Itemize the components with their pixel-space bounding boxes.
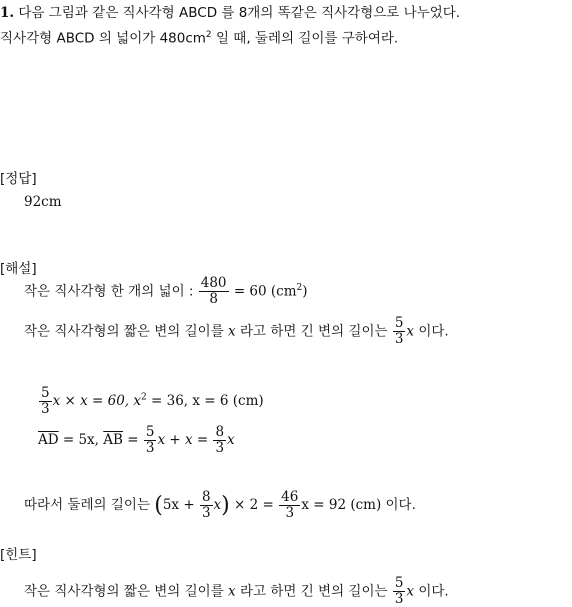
hint-line: 작은 직사각형의 짧은 변의 길이를 x 라고 하면 긴 변의 길이는 $\frac{5}{3}$ x 이다. [24, 575, 449, 607]
eq1-fraction: $\frac{5}{3}$ [41, 385, 50, 417]
problem-number: 1. [0, 5, 15, 21]
solution-area-line: 작은 직사각형 한 개의 넓이 : $\frac{480}{8}$ = 60 $(cm^2)$ [24, 275, 308, 307]
answer-header: [정답] [0, 171, 37, 187]
solution-let-line: 작은 직사각형의 짧은 변의 길이를 x 라고 하면 긴 변의 길이는 $\frac{5}{3}$ x 이다. [24, 315, 449, 347]
solution-conclusion-line: 따라서 둘레의 길이는 (5x + $\frac{8}{3}$ x) × 2 = $\frac{46}{3}$ x = 92 (cm) 이다. [24, 489, 416, 521]
hint-header: [힌트] [0, 547, 37, 563]
eq2-fraction-1: $\frac{5}{3}$ [145, 424, 155, 456]
solution-equation-1: $\frac{5}{3}$ x × x = 60, $x^2 = 36$, x = 6 (cm) [41, 385, 264, 417]
conc-fraction-1: $\frac{8}{3}$ [201, 489, 211, 521]
eq2-fraction-2: $\frac{8}{3}$ [215, 424, 225, 456]
solution-equation-2: $\overline{AD} = 5x$, $\overline{AB}$ = $\frac{5}{3}$ x + x = $\frac{8}{3}$ x [38, 424, 235, 456]
solution-header: [해설] [0, 261, 37, 277]
problem-text-1: 다음 그림과 같은 직사각형 ABCD 를 8개의 똑같은 직사각형으로 나누었다. [18, 5, 461, 21]
problem-statement-line2: 직사각형 ABCD 의 넓이가 $480cm^2$ 일 때, 둘레의 길이를 구하여라. [0, 30, 399, 47]
let-fraction: $\frac{5}{3}$ [394, 315, 404, 347]
conc-fraction-2: $\frac{46}{3}$ [281, 489, 299, 521]
problem-statement-line1 [0, 4, 460, 22]
answer-value: 92cm [24, 194, 62, 210]
hint-fraction: $\frac{5}{3}$ [394, 575, 404, 607]
area-fraction: $\frac{480}{8}$ [200, 275, 227, 307]
